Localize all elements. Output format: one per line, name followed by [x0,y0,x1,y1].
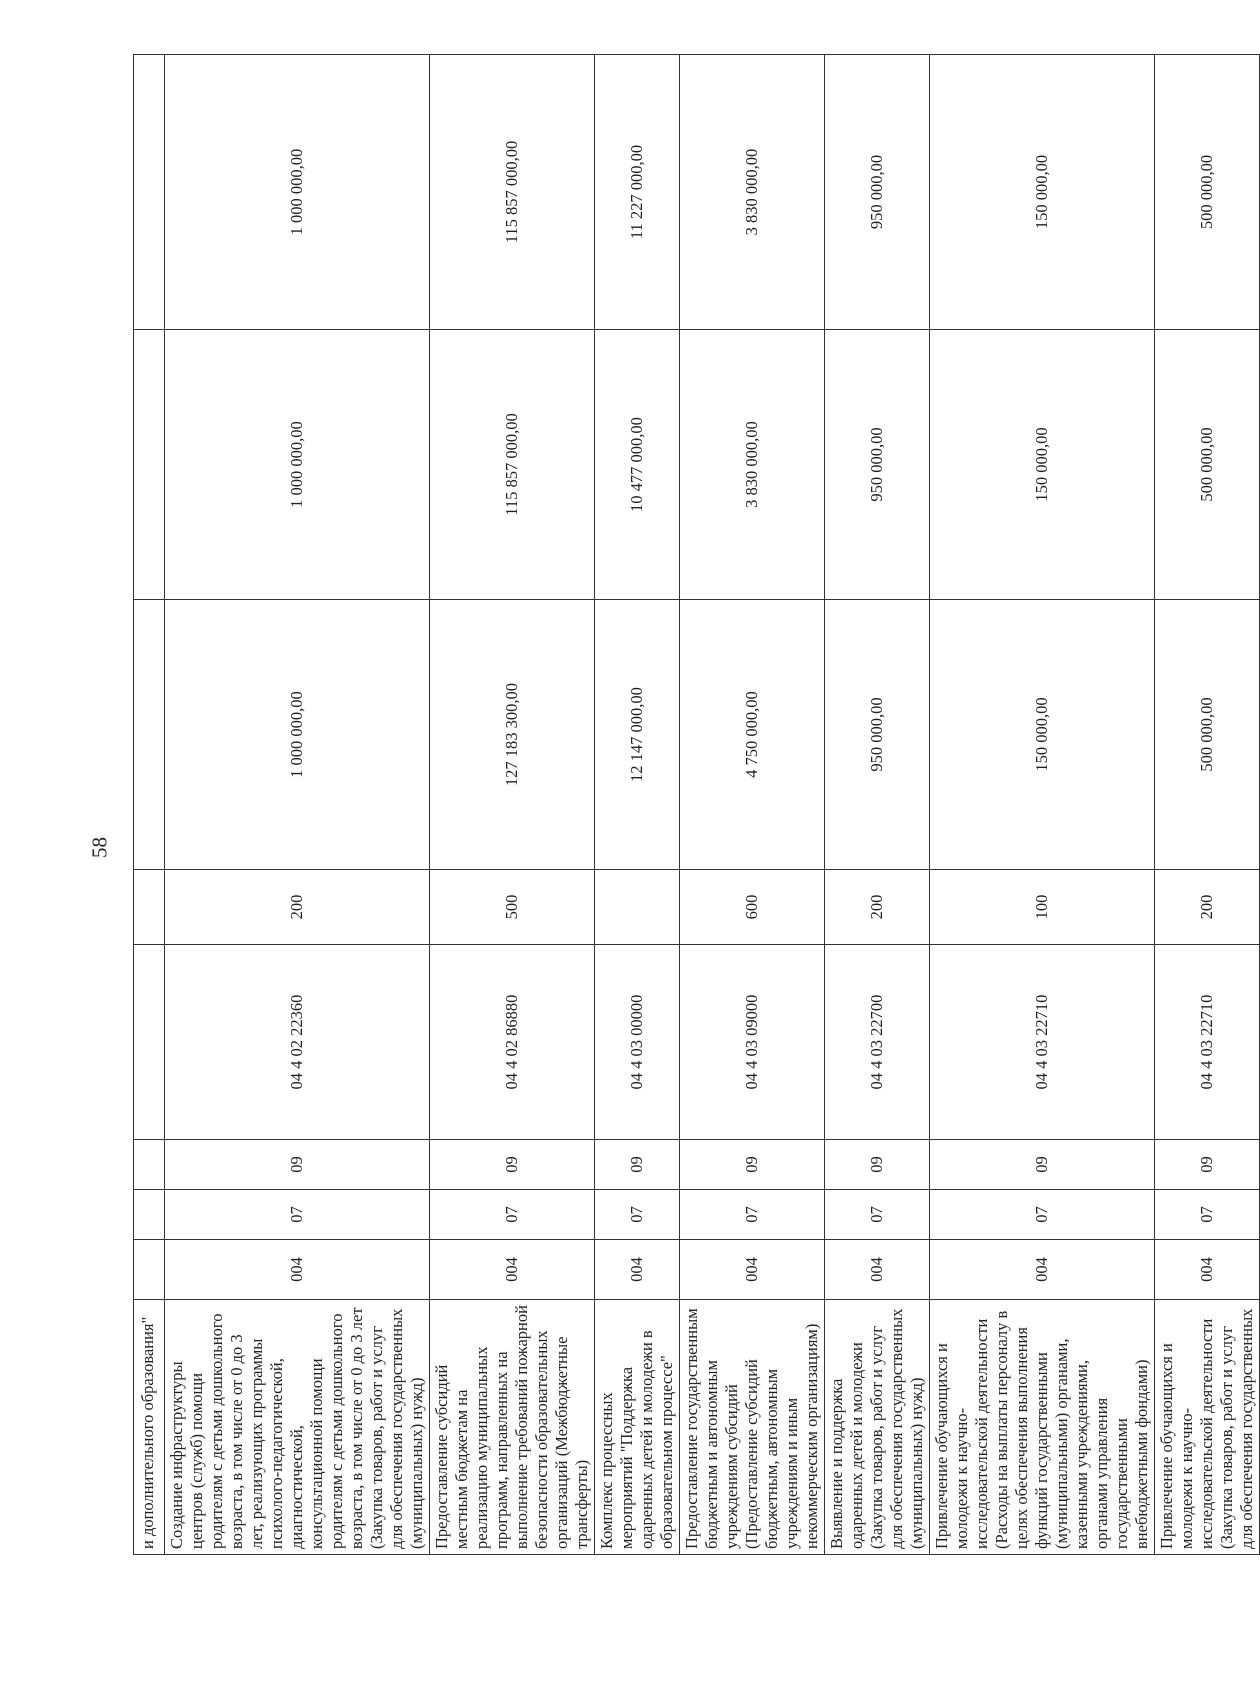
row-description: Предоставление государственным бюджетным и автономным учреждениям субсидий (Предоставление субсидий бюджетным, автономным учреждениям и иным некоммерческим организациям) [680,1300,825,1555]
section-code: 07 [595,1190,680,1240]
target-article: 04 4 02 86880 [430,945,595,1140]
amount-year-3: 950 000,00 [825,55,930,330]
amount-year-1: 950 000,00 [825,600,930,870]
row-description: Создание инфраструктуры центров (служб) помощи родителям с детьми дошкольного возраста, в том числе от 0 до 3 лет, реализующих программы психолого-педагогической, диагностической, консультационной помощи родителям с детьми дошкольного возраста, в том числе от 0 до 3 лет (Закупка товаров, работ и услуг для обеспечения государственных (муниципальных) нужд) [165,1300,430,1555]
ministry-code: 004 [930,1240,1155,1300]
expense-type: 600 [680,870,825,945]
target-article [134,945,165,1140]
amount-year-1: 150 000,00 [930,600,1155,870]
amount-year-2: 150 000,00 [930,330,1155,600]
table-row [165,55,430,1555]
section-code: 07 [165,1190,430,1240]
row-description: Предоставление субсидий местным бюджетам на реализацию муниципальных программ, направленных на выполнение требований пожарной безопасности образовательных организаций (Межбюджетные трансферты) [430,1300,595,1555]
ministry-code: 004 [595,1240,680,1300]
amount-year-2: 115 857 000,00 [430,330,595,600]
target-article: 04 4 03 09000 [680,945,825,1140]
table-row [134,55,165,1555]
expense-type: 200 [1155,870,1260,945]
row-description: Выявление и поддержка одаренных детей и молодежи (Закупка товаров, работ и услуг для обеспечения государственных (муниципальных) нужд) [825,1300,930,1555]
subsection-code: 09 [430,1140,595,1190]
table-row [430,55,595,1555]
row-description: Привлечение обучающихся и молодежи к научно-исследовательской деятельности (Закупка товаров, работ и услуг для обеспечения государственных [1155,1300,1260,1555]
amount-year-1: 12 147 000,00 [595,600,680,870]
subsection-code [134,1140,165,1190]
expense-type [134,870,165,945]
target-article: 04 4 03 22710 [930,945,1155,1140]
amount-year-2: 500 000,00 [1155,330,1260,600]
amount-year-2: 10 477 000,00 [595,330,680,600]
table-row [680,55,825,1555]
section-code: 07 [1155,1190,1260,1240]
budget-table [133,54,1260,1555]
amount-year-3 [134,55,165,330]
expense-type [595,870,680,945]
amount-year-3: 1 000 000,00 [165,55,430,330]
ministry-code: 004 [680,1240,825,1300]
subsection-code: 09 [680,1140,825,1190]
subsection-code: 09 [825,1140,930,1190]
amount-year-1 [134,600,165,870]
section-code: 07 [680,1190,825,1240]
target-article: 04 4 03 00000 [595,945,680,1140]
target-article: 04 4 02 22360 [165,945,430,1140]
section-code: 07 [825,1190,930,1240]
subsection-code: 09 [930,1140,1155,1190]
amount-year-3: 115 857 000,00 [430,55,595,330]
target-article: 04 4 03 22710 [1155,945,1260,1140]
ministry-code: 004 [1155,1240,1260,1300]
row-description: и дополнительного образования" [134,1300,165,1555]
amount-year-1: 1 000 000,00 [165,600,430,870]
amount-year-1: 4 750 000,00 [680,600,825,870]
amount-year-2: 1 000 000,00 [165,330,430,600]
section-code: 07 [930,1190,1155,1240]
amount-year-3: 11 227 000,00 [595,55,680,330]
ministry-code: 004 [825,1240,930,1300]
table-row [595,55,680,1555]
subsection-code: 09 [595,1140,680,1190]
amount-year-2: 950 000,00 [825,330,930,600]
target-article: 04 4 03 22700 [825,945,930,1140]
expense-type: 200 [825,870,930,945]
section-code: 07 [430,1190,595,1240]
amount-year-2 [134,330,165,600]
ministry-code: 004 [430,1240,595,1300]
expense-type: 500 [430,870,595,945]
page-number: 58 [87,837,112,858]
row-description: Привлечение обучающихся и молодежи к научно-исследовательской деятельности (Расходы на выплаты персоналу в целях обеспечения выполнения функций государственными (муниципальными) органами, казенными учреждениями, органами управления государственными внебюджетными фондами) [930,1300,1155,1555]
amount-year-1: 500 000,00 [1155,600,1260,870]
amount-year-3: 3 830 000,00 [680,55,825,330]
amount-year-1: 127 183 300,00 [430,600,595,870]
ministry-code: 004 [165,1240,430,1300]
amount-year-2: 3 830 000,00 [680,330,825,600]
ministry-code [134,1240,165,1300]
section-code [134,1190,165,1240]
table-row [930,55,1155,1555]
table-row [825,55,930,1555]
expense-type: 200 [165,870,430,945]
rotated-table-area [133,55,1256,1555]
row-description: Комплекс процессных мероприятий "Поддержка одаренных детей и молодежи в образовательном процессе" [595,1300,680,1555]
subsection-code: 09 [165,1140,430,1190]
expense-type: 100 [930,870,1155,945]
amount-year-3: 150 000,00 [930,55,1155,330]
amount-year-3: 500 000,00 [1155,55,1260,330]
subsection-code: 09 [1155,1140,1260,1190]
table-row [1155,55,1260,1555]
